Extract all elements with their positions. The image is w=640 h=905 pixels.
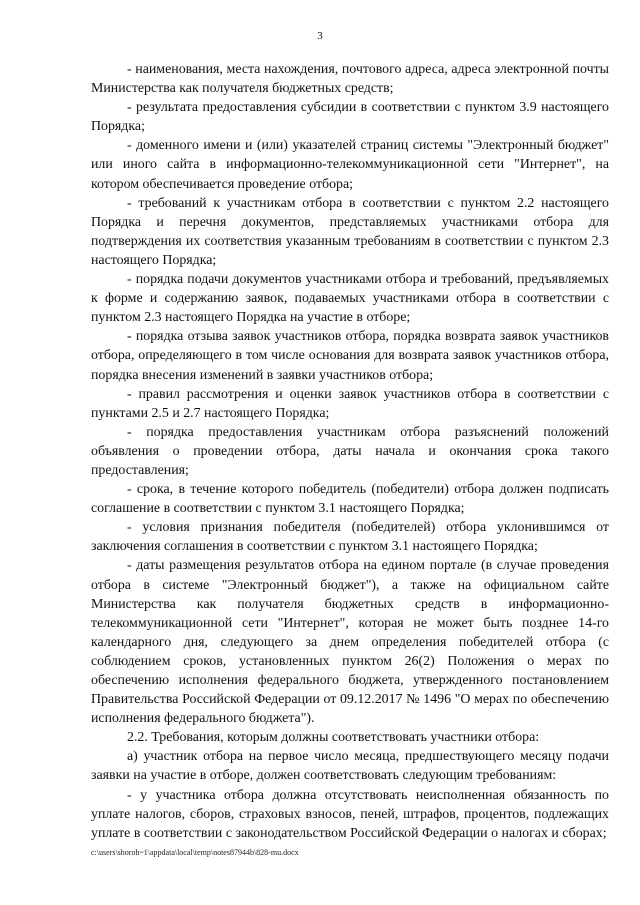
footer-file-path: c:\users\shoroh~1\appdata\local\temp\notes87944b\828-mu.docx: [91, 848, 299, 857]
paragraph-requisites: - наименования, места нахождения, почтового адреса, адреса электронной почты Министерства как получателя бюджетных средств;: [91, 62, 609, 97]
document-body: [91, 60, 609, 843]
paragraph-withdrawal-procedure: - порядка отзыва заявок участников отбора, порядка возврата заявок участников отбора, определяющего в том числе основания для возврата заявок участников отбора, порядка внесения изменений в заявки участников отбора;: [91, 329, 609, 383]
paragraph-clarifications: - порядка предоставления участникам отбора разъяснений положений объявления о проведении отбора, даты начала и окончания срока такого предоставления;: [91, 424, 609, 478]
paragraph-subsidy-result: - результата предоставления субсидии в соответствии с пунктом 3.9 настоящего Порядка;: [91, 100, 609, 135]
paragraph-tax-obligations: - у участника отбора должна отсутствовать неисполненная обязанность по уплате налогов, сборов, страховых взносов, пеней, штрафов, процентов, подлежащих уплате в соответствии с законодательством Российской Федерации о налогах и сборах;: [91, 787, 609, 841]
section-heading-2-2: 2.2. Требования, которым должны соответствовать участники отбора:: [127, 730, 540, 746]
paragraph-results-publication: - даты размещения результатов отбора на едином портале (в случае проведения отбора в системе "Электронный бюджет"), а также на официальном сайте Министерства как получателя бюджетных средств в информационно-телекоммуникационной сети "Интернет", которая не может быть позднее 14-го календарного дня, следующего за днем определения победителей отбора (с соблюдением сроков, установленных пунктом 26(2) Положения о мерах по обеспечению исполнения федерального бюджета, утвержденного постановлением Правительства Российской Федерации от 09.12.2017 № 1496 "О мерах по обеспечению исполнения федерального бюджета").: [91, 558, 609, 727]
page-number: 3: [317, 30, 323, 42]
paragraph-domain-name: - доменного имени и (или) указателей страниц системы "Электронный бюджет" или иного сайта в информационно-телекоммуникационной сети "Интернет", на котором обеспечивается проведение отбора;: [91, 138, 609, 192]
paragraph-submission-procedure: - порядка подачи документов участниками отбора и требований, предъявляемых к форме и содержанию заявок, подаваемых участниками отбора в соответствии с пунктом 2.3 настоящего Порядка на участие в отборе;: [91, 272, 609, 326]
paragraph-item-a: а) участник отбора на первое число месяца, предшествующего месяцу подачи заявки на участие в отборе, должен соответствовать следующим требованиям:: [91, 749, 609, 784]
paragraph-participant-requirements: - требований к участникам отбора в соответствии с пунктом 2.2 настоящего Порядка и перечня документов, представляемых участниками отбора для подтверждения их соответствия указанным требованиям в соответствии с пунктом 2.3 настоящего Порядка;: [91, 195, 609, 268]
paragraph-evaluation-rules: - правил рассмотрения и оценки заявок участников отбора в соответствии с пунктами 2.5 и 2.7 настоящего Порядка;: [91, 386, 609, 421]
paragraph-evasion-conditions: - условия признания победителя (победителей) отбора уклонившимся от заключения соглашения в соответствии с пунктом 3.1 настоящего Порядка;: [91, 520, 609, 555]
paragraph-agreement-deadline: - срока, в течение которого победитель (победители) отбора должен подписать соглашение в соответствии с пунктом 3.1 настоящего Порядка;: [91, 482, 609, 517]
